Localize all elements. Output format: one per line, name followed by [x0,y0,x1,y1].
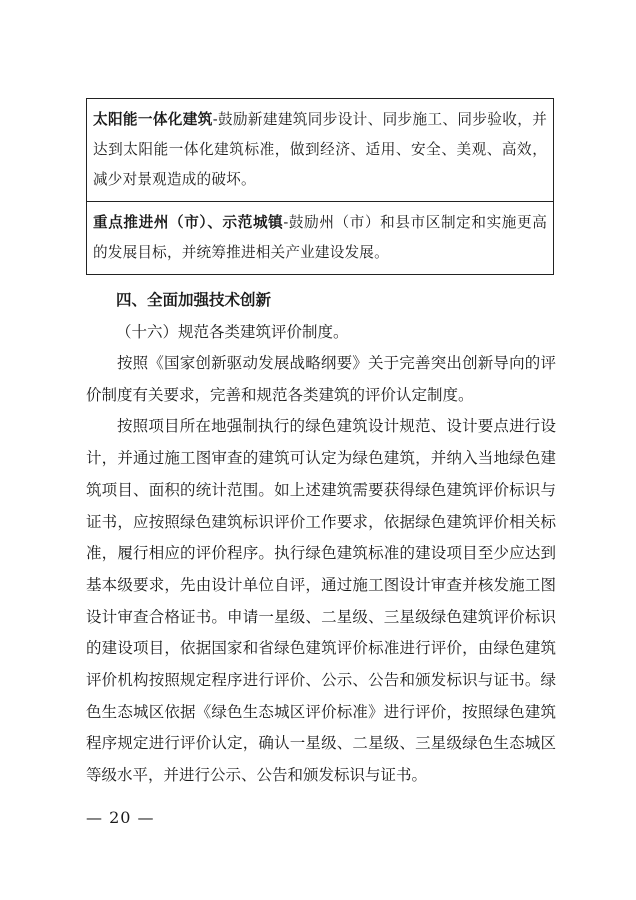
row-text: -鼓励新建建筑同步设计、同步施工、同步验收，并达到太阳能一体化建筑标准，做到经济、适用、安全、美观、高效，减少对景观造成的破坏。 [93,111,547,188]
table-row [87,201,553,274]
row-text: -鼓励州（市）和县市区制定和实施更高的发展目标，并统筹推进相关产业建设发展。 [93,214,547,261]
row-term: 太阳能一体化建筑 [93,111,213,128]
row-term: 重点推进州（市）、示范城镇 [93,214,284,231]
paragraph: 按照《国家创新驱动发展战略纲要》关于完善突出创新导向的评价制度有关要求，完善和规范各类建筑的评价认定制度。 [86,354,556,404]
paragraph: 按照项目所在地强制执行的绿色建筑设计规范、设计要点进行设计，并通过施工图审查的建筑可认定为绿色建筑，并纳入当地绿色建筑项目、面积的统计范围。如上述建筑需要获得绿色建筑评价标识与证书，应按照绿色建筑标识评价工作要求，依据绿色建筑评价相关标准，履行相应的评价程序。执行绿色建筑标准的建设项目至少应达到基本级要求，先由设计单位自评，通过施工图设计审查并核发施工图设计审查合格证书。申请一星级、二星级、三星级绿色建筑评价标识的建设项目，依据国家和省绿色建筑评价标准进行评价，由绿色建筑评价机构按照规定程序进行评价、公示、公告和颁发标识与证书。绿色生态城区依据《绿色生态城区评价标准》进行评价，按照绿色建筑程序规定进行评价认定，确认一星级、二星级、三星级绿色生态城区等级水平，并进行公示、公告和颁发标识与证书。 [86,417,556,785]
definition-table [86,98,554,275]
section-content [86,284,556,792]
section-subheading: （十六）规范各类建筑评价制度。 [116,323,349,341]
table-row [87,99,553,201]
section-heading: 四、全面加强技术创新 [116,291,272,309]
page-number: — 20 — [86,808,155,827]
